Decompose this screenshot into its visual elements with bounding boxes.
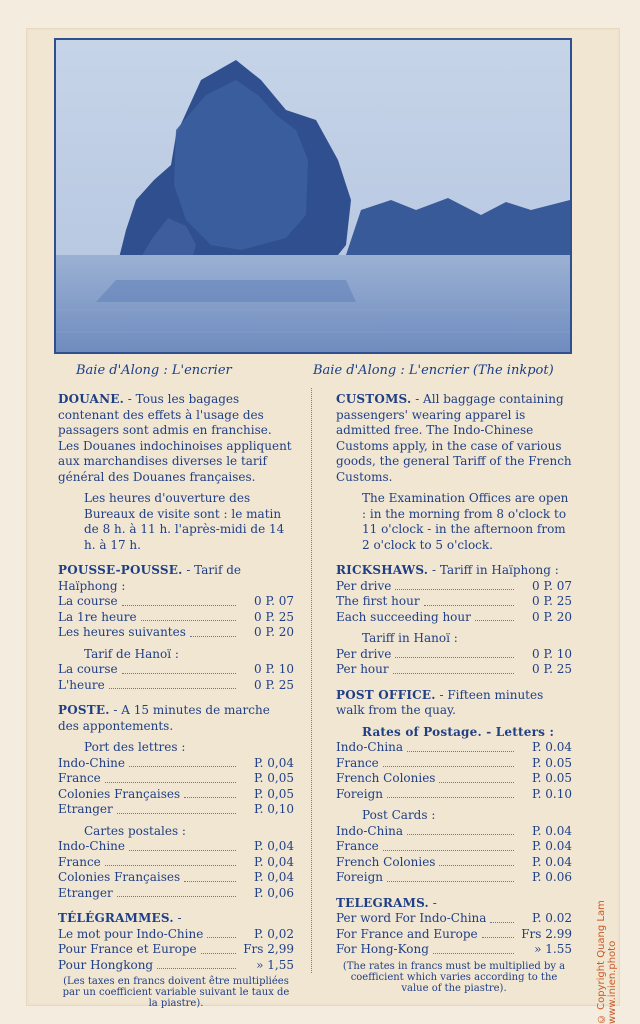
- telegrammes-heading: [58, 911, 294, 927]
- post-cards-title: Post Cards :: [362, 808, 436, 822]
- rate-row: [336, 787, 572, 803]
- rate-value: P. 0.06: [532, 870, 572, 884]
- rate-row: [336, 594, 572, 610]
- rate-value: P. 0.05: [532, 771, 572, 785]
- rate-row: [58, 771, 294, 787]
- note-right: (The rates in francs must be multiplied by a coefficient which varies according to the value of the piastre).: [342, 960, 566, 994]
- dot-leader: [157, 968, 236, 969]
- rate-row: [58, 594, 294, 610]
- column-divider: [311, 388, 313, 973]
- rate-row: [58, 756, 294, 772]
- rate-value: P. 0,02: [254, 926, 294, 941]
- poste-paragraph: [58, 703, 294, 734]
- rate-row: [336, 740, 572, 756]
- douane-title: DOUANE.: [58, 392, 124, 406]
- lettres-rates: [58, 756, 294, 818]
- rate-label: French Colonies: [336, 854, 436, 869]
- rate-value: 0 P. 10: [532, 646, 572, 661]
- telegrams-after: -: [428, 895, 437, 910]
- post-office-title: POST OFFICE.: [336, 687, 436, 702]
- rate-value: P. 0,10: [254, 802, 294, 816]
- dot-leader: [439, 865, 514, 866]
- rate-label: Colonies Françaises: [58, 786, 181, 801]
- rate-label: La 1re heure: [58, 609, 137, 624]
- halong-bay-photo: [54, 38, 572, 354]
- rate-row: [58, 625, 294, 641]
- rate-value: P. 0,06: [254, 885, 294, 900]
- rate-label: Foreign: [336, 870, 383, 884]
- dot-leader: [439, 782, 514, 783]
- dot-leader: [117, 813, 236, 814]
- dot-leader: [475, 620, 514, 621]
- dot-leader: [387, 881, 514, 882]
- rate-row: [336, 855, 572, 871]
- rate-value: P. 0,05: [254, 771, 294, 785]
- rate-row: [336, 610, 572, 626]
- caption-left: Baie d'Along : L'encrier: [76, 363, 232, 378]
- customs-title: CUSTOMS.: [336, 392, 412, 406]
- dot-leader: [383, 850, 514, 851]
- dot-leader: [407, 751, 514, 752]
- caption-right: Baie d'Along : L'encrier (The inkpot): [313, 363, 554, 378]
- rate-label: Pour France et Europe: [58, 942, 197, 956]
- pousse-after: - Tarif de Haïphong :: [58, 563, 242, 593]
- dot-leader: [184, 881, 236, 882]
- dot-leader: [387, 797, 514, 798]
- post-office-text: - Fifteen minutes walk from the quay.: [336, 687, 544, 717]
- note-left: (Les taxes en francs doivent être multipliées par un coefficient variable suivant le taux de la piastre).: [62, 976, 290, 1009]
- dot-leader: [393, 673, 514, 674]
- rate-value: P. 0.10: [532, 786, 572, 801]
- rate-value: 0 P. 25: [254, 609, 294, 624]
- lettres-title: Port des lettres :: [84, 740, 186, 754]
- rate-row: [336, 839, 572, 855]
- rickshaws-title: RICKSHAWS.: [336, 563, 429, 577]
- dot-leader: [482, 937, 514, 938]
- rate-row: [58, 958, 294, 974]
- dot-leader: [424, 605, 514, 606]
- rate-value: P. 0,04: [254, 854, 294, 869]
- cartes-title: Cartes postales :: [84, 823, 186, 838]
- rate-label: For France and Europe: [336, 926, 478, 941]
- rate-label: Per drive: [336, 578, 392, 593]
- left-column-french: [58, 392, 294, 1009]
- hanoi-tariff-title: Tarif de Hanoï :: [84, 646, 179, 661]
- post-office-paragraph: [336, 688, 572, 719]
- customs-text: - All baggage containing passengers' wearing apparel is admitted free. The Indo-Chinese Customs apply, in the case of various goods, the general Tariff of the French Customs.: [336, 392, 572, 484]
- rate-value: 0 P. 25: [532, 594, 572, 608]
- dot-leader: [395, 589, 514, 590]
- dot-leader: [141, 620, 236, 621]
- rate-row: [58, 802, 294, 818]
- rate-value: P. 0.04: [532, 740, 572, 754]
- rate-label: Etranger: [58, 885, 113, 900]
- rate-label: Indo-China: [336, 740, 404, 754]
- rate-row: [58, 855, 294, 871]
- rate-label: Per drive: [336, 646, 392, 661]
- rickshaws-heading: [336, 563, 572, 579]
- rate-label: La course: [58, 594, 118, 608]
- rate-value: 0 P. 07: [254, 594, 294, 608]
- rate-row: [58, 870, 294, 886]
- rickshaws-after: - Tariff in Haïphong :: [428, 563, 559, 577]
- rate-label: Indo-China: [336, 823, 404, 838]
- rate-label: Indo-Chine: [58, 839, 126, 853]
- rate-row: [58, 678, 294, 694]
- rate-label: Colonies Françaises: [58, 870, 181, 884]
- rate-label: L'heure: [58, 677, 105, 692]
- dot-leader: [490, 922, 514, 923]
- rate-label: Etranger: [58, 802, 113, 816]
- pousse-heading: [58, 563, 294, 594]
- rate-label: Per word For Indo-China: [336, 911, 487, 925]
- rate-label: The first hour: [336, 594, 420, 608]
- pousse-title: POUSSE-POUSSE.: [58, 563, 183, 577]
- dot-leader: [122, 605, 236, 606]
- customs-paragraph: [336, 392, 572, 485]
- rate-row: [58, 610, 294, 626]
- dot-leader: [105, 865, 236, 866]
- rate-label: France: [336, 839, 379, 853]
- rate-label: Each succeeding hour: [336, 609, 471, 624]
- rickshaw-rates: [336, 579, 572, 626]
- telegrammes-after: -: [173, 911, 182, 925]
- dot-leader: [184, 797, 236, 798]
- dot-leader: [395, 657, 514, 658]
- rate-row: [336, 911, 572, 927]
- rate-row: [336, 647, 572, 663]
- rate-row: [58, 886, 294, 902]
- rate-label: Indo-Chine: [58, 755, 126, 770]
- dot-leader: [117, 896, 236, 897]
- rate-row: [336, 771, 572, 787]
- rate-row: [58, 927, 294, 943]
- dot-leader: [433, 953, 514, 954]
- rate-value: P. 0.05: [532, 755, 572, 770]
- rate-label: Le mot pour Indo-Chine: [58, 926, 204, 941]
- dot-leader: [129, 850, 236, 851]
- rate-label: France: [58, 854, 101, 869]
- hanoi-rates: [58, 662, 294, 693]
- douane-text: - Tous les bagages contenant des effets à l'usage des passagers sont admis en franchise. Les Douanes indochinoises appliquent aux marchandises diverses le tarif général des Douanes françaises.: [58, 392, 292, 484]
- rate-value: P. 0.04: [532, 854, 572, 869]
- rate-label: Foreign: [336, 786, 383, 801]
- dot-leader: [105, 782, 236, 783]
- dot-leader: [122, 673, 236, 674]
- dot-leader: [207, 937, 236, 938]
- hanoi-tariff-title-en: Tariff in Hanoï :: [362, 631, 458, 645]
- rate-label: La course: [58, 662, 118, 676]
- rate-row: [336, 662, 572, 678]
- douane-hours: Les heures d'ouverture des Bureaux de visite sont : le matin de 8 h. à 11 h. l'après-midi de 14 h. à 17 h.: [84, 491, 285, 552]
- rock-islet-illustration: [56, 40, 570, 352]
- cartes-rates: [58, 839, 294, 901]
- dot-leader: [201, 953, 236, 954]
- rate-label: France: [58, 771, 101, 785]
- rate-label: France: [336, 755, 379, 770]
- rate-value: P. 0,04: [254, 839, 294, 853]
- rate-row: [58, 942, 294, 958]
- rate-value: » 1.55: [534, 942, 572, 956]
- hanoi-rates-en: [336, 647, 572, 678]
- rate-value: 0 P. 25: [254, 677, 294, 692]
- rate-value: 0 P. 20: [532, 609, 572, 624]
- rate-label: French Colonies: [336, 771, 436, 785]
- rate-value: P. 0.04: [532, 839, 572, 853]
- rate-value: P. 0,04: [254, 755, 294, 770]
- rate-value: P. 0.04: [532, 823, 572, 838]
- rate-value: P. 0,04: [254, 870, 294, 884]
- rate-value: P. 0.02: [532, 911, 572, 925]
- customs-hours: The Examination Offices are open : in the morning from 8 o'clock to 11 o'clock - in the afternoon from 2 o'clock to 5 o'clock.: [362, 491, 569, 552]
- rate-row: [336, 870, 572, 886]
- telegrams-title: TELEGRAMS.: [336, 895, 429, 910]
- rate-value: Frs 2.99: [521, 926, 572, 941]
- rate-label: For Hong-Kong: [336, 942, 429, 956]
- rate-row: [58, 662, 294, 678]
- telegrammes-title: TÉLÉGRAMMES.: [58, 911, 174, 925]
- rate-label: Les heures suivantes: [58, 625, 186, 639]
- rate-row: [58, 839, 294, 855]
- rate-row: [336, 824, 572, 840]
- rate-value: P. 0,05: [254, 786, 294, 801]
- rate-value: Frs 2,99: [243, 942, 294, 956]
- telegrams-rates: [336, 911, 572, 958]
- rate-label: Pour Hongkong: [58, 957, 154, 972]
- rate-row: [336, 579, 572, 595]
- rate-value: 0 P. 10: [254, 662, 294, 676]
- copyright-watermark: © Copyright Quang Lam www.inien.photo: [596, 900, 618, 1024]
- douane-paragraph: [58, 392, 294, 485]
- pousse-rates: [58, 594, 294, 641]
- rate-row: [336, 756, 572, 772]
- rate-label: Per hour: [336, 662, 389, 676]
- right-column-english: [336, 392, 572, 994]
- rate-value: 0 P. 25: [532, 662, 572, 676]
- letters-rates: [336, 740, 572, 802]
- post-cards-rates: [336, 824, 572, 886]
- poste-text: - A 15 minutes de marche des appontements.: [58, 703, 270, 733]
- dot-leader: [407, 834, 514, 835]
- rate-row: [336, 927, 572, 943]
- dot-leader: [190, 636, 236, 637]
- dot-leader: [383, 766, 514, 767]
- rate-value: 0 P. 20: [254, 625, 294, 639]
- dot-leader: [109, 688, 236, 689]
- dot-leader: [129, 766, 236, 767]
- poste-title: POSTE.: [58, 703, 110, 717]
- rate-value: » 1,55: [256, 957, 294, 972]
- telegrams-heading: [336, 896, 572, 912]
- rate-row: [58, 787, 294, 803]
- rate-value: 0 P. 07: [532, 578, 572, 593]
- telegrammes-rates: [58, 927, 294, 974]
- rate-row: [336, 942, 572, 958]
- letters-title: Rates of Postage. - Letters :: [362, 724, 555, 739]
